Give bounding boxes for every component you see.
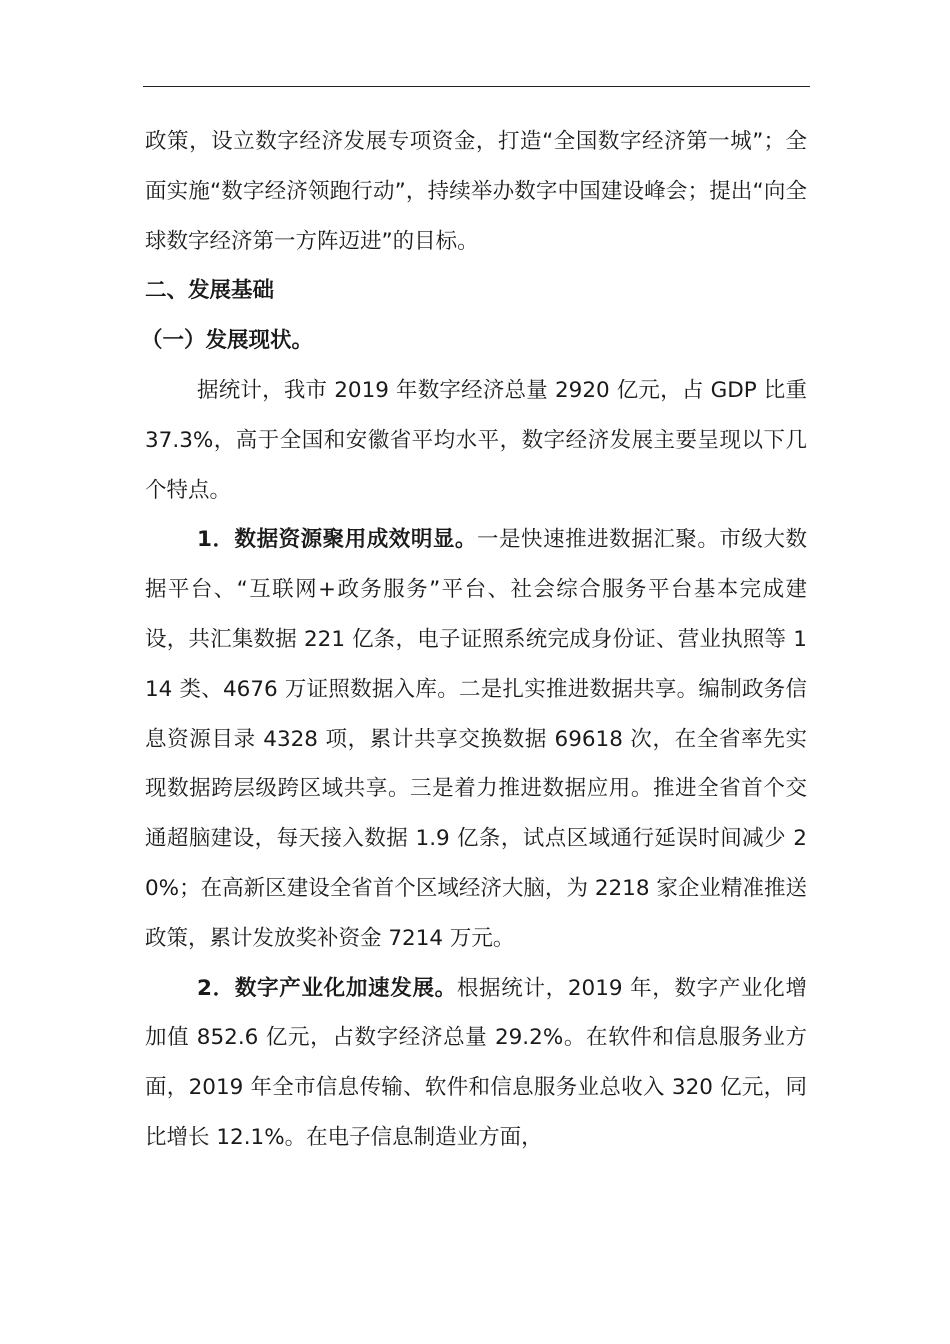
item-1-lead: 1．数据资源聚用成效明显。 <box>197 527 477 553</box>
document-body <box>141 117 807 1163</box>
item-2-body: 根据统计，2019 年，数字产业化增加值 852.6 亿元，占数字经济总量 29.2%。在软件和信息服务业方面，2019 年全市信息传输、软件和信息服务业总收入 320 亿元，同比增长 12.1%。在电子信息制造业方面， <box>145 975 807 1150</box>
section-heading: 二、发展基础 <box>145 278 275 304</box>
paragraph-intro: 政策，设立数字经济发展专项资金，打造“全国数字经济第一城”；全面实施“数字经济领跑行动”，持续举办数字中国建设峰会；提出“向全球数字经济第一方阵迈进”的目标。 <box>145 129 807 254</box>
item-1-body: 一是快速推进数据汇聚。市级大数据平台、“互联网+政务服务”平台、社会综合服务平台基本完成建设，共汇集数据 221 亿条，电子证照系统完成身份证、营业执照等 114 类、4676 万证照数据入库。二是扎实推进数据共享。编制政务信息资源目录 4328 项，累计共享交换数据 69618 次，在全省率先实现数据跨层级跨区域共享。三是着力推进数据应用。推进全省首个交通超脑建设，每天接入数据 1.9 亿条，试点区域通行延误时间减少 20%；在高新区建设全省首个区域经济大脑，为 2218 家企业精准推送政策，累计发放奖补资金 7214 万元。 <box>145 527 807 951</box>
header-rule <box>143 86 810 87</box>
paragraph-item-1 <box>145 515 807 963</box>
item-2-lead: 2．数字产业化加速发展。 <box>197 975 457 1001</box>
paragraph-item-2 <box>145 964 807 1163</box>
subsection-heading: （一）发展现状。 <box>141 328 314 354</box>
paragraph-stats: 据统计，我市 2019 年数字经济总量 2920 亿元，占 GDP 比重 37.3%，高于全国和安徽省平均水平，数字经济发展主要呈现以下几个特点。 <box>145 377 807 503</box>
